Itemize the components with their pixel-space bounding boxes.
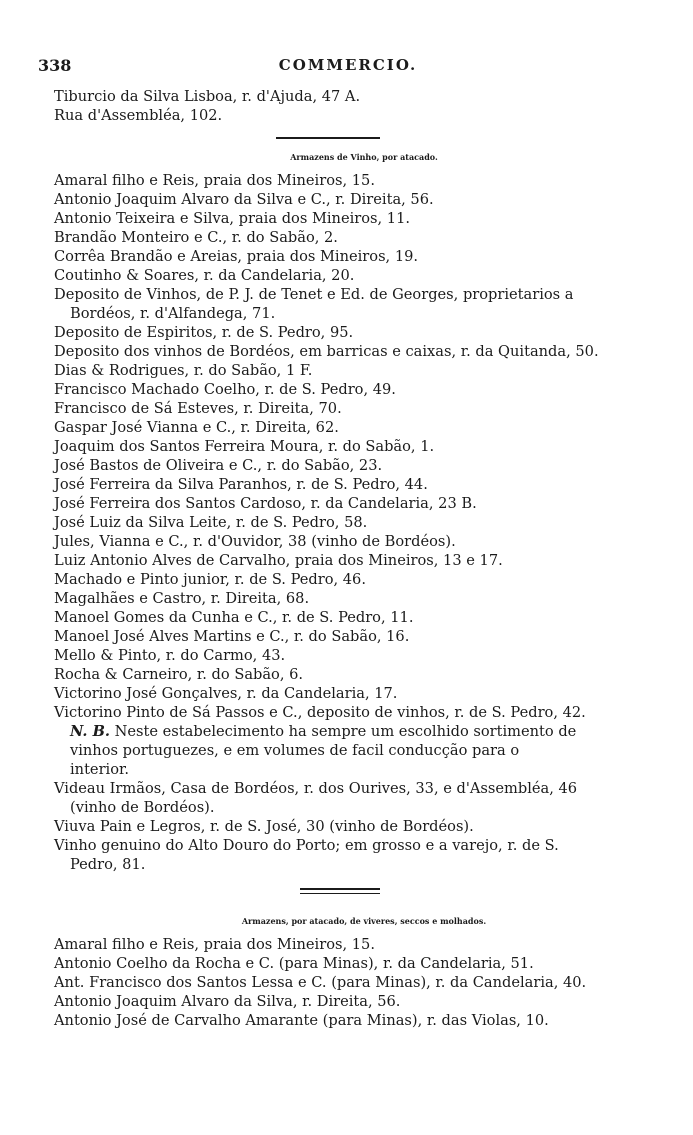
- list-item-continuation: (vinho de Bordéos).: [70, 799, 215, 816]
- list-item: Deposito dos vinhos de Bordéos, em barricas e caixas, r. da Quitanda, 50.: [54, 343, 599, 360]
- list-item: Deposito de Espiritos, r. de S. Pedro, 95.: [54, 324, 354, 341]
- list-item: Deposito de Vinhos, de P. J. de Tenet e Ed. de Georges, proprietarios a: [54, 286, 574, 303]
- page-number: 338: [38, 56, 72, 75]
- list-item-continuation: interior.: [70, 761, 130, 778]
- list-item: José Ferreira da Silva Paranhos, r. de S. Pedro, 44.: [54, 476, 428, 493]
- list-item: Ant. Francisco dos Santos Lessa e C. (para Minas), r. da Candelaria, 40.: [54, 974, 587, 991]
- running-title: COMMERCIO.: [278, 56, 418, 74]
- list-item: Coutinho & Soares, r. da Candelaria, 20.: [54, 267, 355, 284]
- section-divider-thin: [300, 893, 380, 894]
- list-item: José Luiz da Silva Leite, r. de S. Pedro, 58.: [54, 514, 368, 531]
- list-item: Amaral filho e Reis, praia dos Mineiros, 15.: [54, 172, 375, 189]
- list-item: Manoel José Alves Martins e C., r. do Sabão, 16.: [54, 628, 410, 645]
- list-item: Antonio José de Carvalho Amarante (para Minas), r. das Violas, 10.: [54, 1012, 549, 1029]
- list-item: Antonio Teixeira e Silva, praia dos Mineiros, 11.: [54, 210, 411, 227]
- list-item-continuation: Pedro, 81.: [70, 856, 146, 873]
- nota-bene-text: Neste estabelecimento ha sempre um escolhido sortimento de: [114, 723, 577, 740]
- list-item: Mello & Pinto, r. do Carmo, 43.: [54, 647, 286, 664]
- list-item: Brandão Monteiro e C., r. do Sabão, 2.: [54, 229, 338, 246]
- page-header: [38, 56, 658, 82]
- list-item: Dias & Rodrigues, r. do Sabão, 1 F.: [54, 362, 313, 379]
- list-item: Rocha & Carneiro, r. do Sabão, 6.: [54, 666, 304, 683]
- list-item: Antonio Coelho da Rocha e C. (para Minas), r. da Candelaria, 51.: [54, 955, 534, 972]
- list-item-continuation: Bordéos, r. d'Alfandega, 71.: [70, 305, 276, 322]
- list-item: Vinho genuino do Alto Douro do Porto; em grosso e a varejo, r. de S.: [54, 837, 559, 854]
- list-item: José Ferreira dos Santos Cardoso, r. da Candelaria, 23 B.: [54, 495, 477, 512]
- list-item: Francisco de Sá Esteves, r. Direita, 70.: [54, 400, 342, 417]
- list-item: Francisco Machado Coelho, r. de S. Pedro, 49.: [54, 381, 396, 398]
- section-divider: [276, 137, 380, 139]
- list-item: Joaquim dos Santos Ferreira Moura, r. do Sabão, 1.: [54, 438, 435, 455]
- list-item: José Bastos de Oliveira e C., r. do Sabão, 23.: [54, 457, 383, 474]
- list-item: Manoel Gomes da Cunha e C., r. de S. Pedro, 11.: [54, 609, 414, 626]
- text-line: Tiburcio da Silva Lisboa, r. d'Ajuda, 47 A.: [54, 88, 361, 105]
- list-item-continuation: vinhos portuguezes, e em volumes de facil conducção para o: [70, 742, 520, 759]
- list-item: Videau Irmãos, Casa de Bordéos, r. dos Ourives, 33, e d'Assembléa, 46: [54, 780, 578, 797]
- section-heading: Armazens, por atacado, de viveres, seccos e molhados.: [241, 916, 487, 926]
- list-item: Corrêa Brandão e Areias, praia dos Mineiros, 19.: [54, 248, 419, 265]
- list-item: Viuva Pain e Legros, r. de S. José, 30 (vinho de Bordéos).: [54, 818, 474, 835]
- list-item: Antonio Joaquim Alvaro da Silva, r. Direita, 56.: [54, 993, 401, 1010]
- list-item: Jules, Vianna e C., r. d'Ouvidor, 38 (vinho de Bordéos).: [54, 533, 456, 550]
- text-line: Rua d'Assembléa, 102.: [54, 107, 223, 124]
- list-item: Amaral filho e Reis, praia dos Mineiros, 15.: [54, 936, 375, 953]
- list-item: Victorino Pinto de Sá Passos e C., deposito de vinhos, r. de S. Pedro, 42.: [54, 704, 586, 721]
- nota-bene-label: N. B.: [70, 723, 110, 740]
- list-item: Antonio Joaquim Alvaro da Silva e C., r. Direita, 56.: [54, 191, 434, 208]
- section-divider: [300, 888, 380, 890]
- nota-bene-line: [70, 723, 576, 741]
- section-heading: Armazens de Vinho, por atacado.: [290, 152, 438, 162]
- list-item: Victorino José Gonçalves, r. da Candelaria, 17.: [54, 685, 398, 702]
- list-item: Magalhães e Castro, r. Direita, 68.: [54, 590, 310, 607]
- list-item: Machado e Pinto junior, r. de S. Pedro, 46.: [54, 571, 366, 588]
- list-item: Gaspar José Vianna e C., r. Direita, 62.: [54, 419, 339, 436]
- list-item: Luiz Antonio Alves de Carvalho, praia dos Mineiros, 13 e 17.: [54, 552, 503, 569]
